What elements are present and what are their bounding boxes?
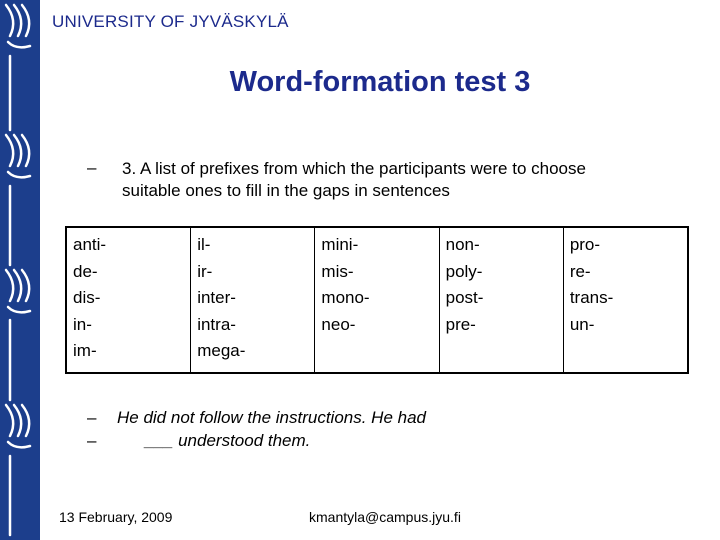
prefix-item: dis- — [73, 288, 101, 307]
prefix-table — [65, 226, 689, 374]
prefix-item: post- — [445, 288, 484, 307]
example-dash: – — [87, 408, 97, 427]
prefix-item: mis- — [321, 261, 354, 281]
prefix-column — [191, 228, 315, 372]
prefix-item: mega- — [197, 341, 246, 360]
slide-title: Word-formation test 3 — [229, 66, 531, 98]
intro-line: 3. A list of prefixes from which the participants were to choose — [122, 159, 586, 178]
prefix-item: poly- — [445, 261, 483, 281]
example-sentence-line: He did not follow the instructions. He had — [117, 408, 427, 427]
prefix-item: ir- — [197, 261, 213, 281]
prefix-item: mini- — [321, 235, 359, 254]
prefix-item: trans- — [569, 288, 614, 307]
footer-date: 13 February, 2009 — [59, 509, 173, 525]
prefix-item: pre- — [445, 314, 476, 334]
prefix-item: im- — [73, 341, 97, 360]
prefix-item: inter- — [197, 288, 236, 307]
prefix-column — [67, 228, 191, 372]
prefix-item: intra- — [197, 314, 236, 334]
prefix-item: non- — [445, 235, 480, 254]
bullet-dash: – — [87, 158, 97, 177]
intro-text — [122, 158, 682, 202]
prefix-item: de- — [73, 261, 98, 281]
prefix-item: in- — [73, 314, 92, 334]
prefix-item: re- — [569, 261, 591, 281]
prefix-item: pro- — [569, 235, 601, 254]
prefix-item: mono- — [321, 288, 370, 307]
logo-band — [0, 0, 40, 540]
prefix-column — [315, 228, 439, 372]
intro-line: suitable ones to fill in the gaps in sentences — [122, 181, 450, 200]
example-sentence-line: ___ understood them. — [145, 431, 311, 450]
example-dash: – — [87, 431, 97, 450]
prefix-item: un- — [569, 314, 595, 334]
prefix-column — [564, 228, 687, 372]
institution-name: UNIVERSITY OF JYVÄSKYLÄ — [52, 12, 289, 31]
prefix-column — [440, 228, 564, 372]
prefix-item: il- — [197, 235, 211, 254]
prefix-item: anti- — [73, 235, 107, 254]
footer-email: kmantyla@campus.jyu.fi — [309, 509, 461, 525]
flame-logo-icon — [0, 0, 40, 540]
prefix-item: neo- — [321, 314, 356, 334]
